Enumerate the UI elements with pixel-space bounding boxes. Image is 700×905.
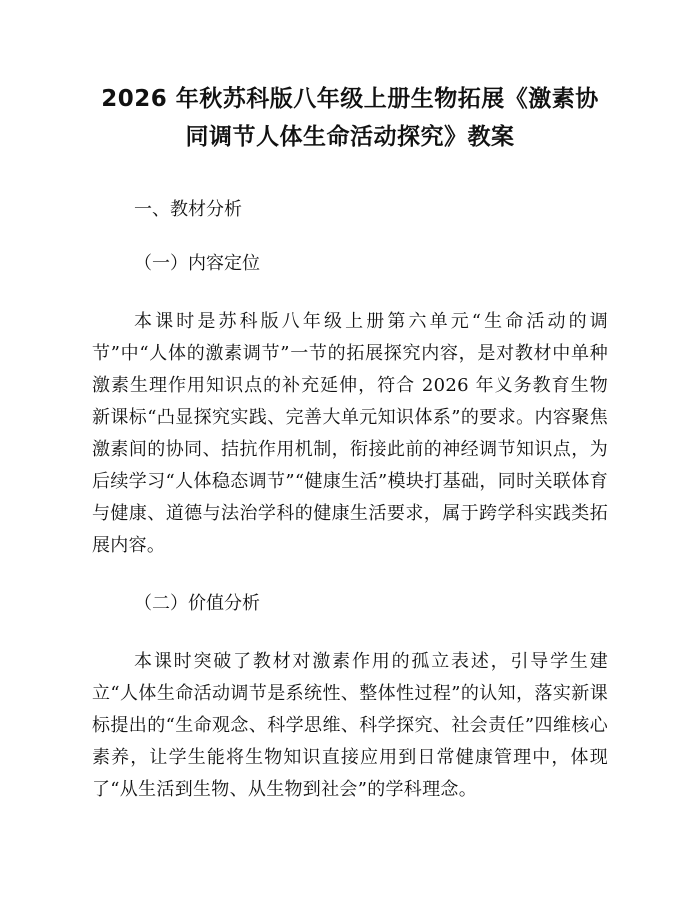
section-heading-textbook-analysis: 一、教材分析 bbox=[134, 199, 242, 220]
subsection-heading-content-positioning: （一）内容定位 bbox=[134, 253, 260, 274]
document-title: 2026 年秋苏科版八年级上册生物拓展《激素协同调节人体生命活动探究》教案 bbox=[101, 86, 599, 150]
paragraph-content-positioning: 本课时是苏科版八年级上册第六单元“生命活动的调节”中“人体的激素调节”一节的拓展探究内容，是对教材中单种激素生理作用知识点的补充延伸，符合 2026 年义务教育生物新课标“凸显探究实践、完善大单元知识体系”的要求。内容聚焦激素间的协同、拮抗作用机制，衔接此前的神经调节知识点，为后续学习“人体稳态调节”“健康生活”模块打基础，同时关联体育与健康、道德与法治学科的健康生活要求，属于跨学科实践类拓展内容。 bbox=[92, 311, 608, 556]
paragraph-value-analysis: 本课时突破了教材对激素作用的孤立表述，引导学生建立“人体生命活动调节是系统性、整体性过程”的认知，落实新课标提出的“生命观念、科学思维、科学探究、社会责任”四维核心素养，让学生能将生物知识直接应用到日常健康管理中，体现了“从生活到生物、从生物到社会”的学科理念。 bbox=[92, 651, 608, 800]
subsection-heading-value-analysis: （二）价值分析 bbox=[134, 593, 260, 614]
